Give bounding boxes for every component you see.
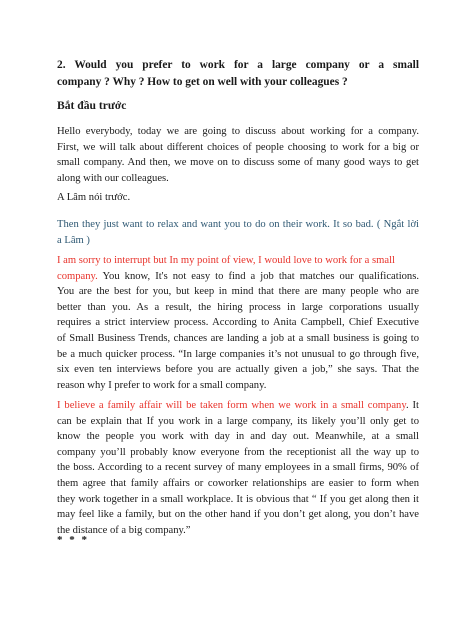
heading-line: 2. Would you prefer to work for a large company or a small (57, 59, 419, 71)
small-company-paragraph (57, 253, 419, 393)
interruption-line: a Lâm ) (57, 234, 90, 246)
paragraph-line: they work together in a small workplace. It is obvious that “ If you get along then it (57, 493, 419, 505)
intro-line: First, we will talk about different choices of people choosing to work for a big or (57, 141, 419, 153)
paragraph-line: of Small Business Trends, chances are landing a job at a small business is going to (57, 332, 419, 344)
paragraph-line: company you’ll probably know everyone from the receptionist all the way up to (57, 446, 419, 458)
intro-line: Hello everybody, today we are going to discuss about working for a company. (57, 126, 419, 137)
intro-paragraph (57, 124, 419, 186)
intro-line: small company. And then, we move on to discuss some of many good ways to get (57, 157, 419, 169)
section-subheading: Bắt đầu trước (57, 99, 127, 112)
line-text: You know, It's not easy to find a job that matches our qualifications. (97, 270, 419, 282)
paragraph-line: requires a strict interview process. According to Anita Campbell, Chief Executive (57, 317, 419, 329)
paragraph-line: You are the best for you, but keep in mind that there are many people who are (57, 286, 419, 298)
a-lam-note (57, 190, 419, 206)
paragraph-line: them agree that family affairs or coworker relationships are easier to form when (57, 477, 419, 489)
paragraph-line: may feel like a family, but on the other hand if you don’t get along, you don’t have (57, 509, 419, 521)
interruption-line: Then they just want to relax and want you to do on their work. It so bad. ( Ngắt lời (57, 219, 419, 230)
paragraph-line: can be explain that If you work in a large company, its likely you’ll only get to (57, 415, 419, 427)
paragraph-line: be a much quicker process. “In large companies it’s not unusual to go through five, (57, 348, 419, 360)
paragraph-line: better than you. As a result, the hiring process in large corporations usually (57, 301, 419, 313)
question-heading (57, 57, 419, 91)
intro-line: along with our colleagues. (57, 172, 169, 184)
line-text: . It (405, 400, 419, 411)
highlighted-text: I believe a family affair will be taken form when we work in a small company (57, 400, 406, 411)
section-separator: * * * (57, 534, 89, 546)
family-affair-paragraph (57, 398, 419, 538)
paragraph-line: reason why I prefer to work for a small company. (57, 379, 267, 391)
highlighted-text: company. (57, 270, 98, 282)
paragraph-line: the boss. According to a recent survey of many employees in a small firms, 90% of (57, 462, 419, 474)
heading-line: company ? Why ? How to get on well with your colleagues ? (57, 76, 348, 88)
paragraph-line: six even ten interviews before you are actually given a job,” she says. That the (57, 364, 419, 376)
mixed-line (57, 269, 419, 285)
note-line: A Lâm nói trước. (57, 192, 131, 203)
highlighted-line: I am sorry to interrupt but In my point of view, I would love to work for a small (57, 255, 395, 266)
paragraph-line: the distance of a big company.” (57, 524, 191, 536)
mixed-line (57, 398, 419, 414)
interruption-paragraph (57, 217, 419, 248)
paragraph-line: know the people you work with day in and day out. Meanwhile, at a small (57, 431, 419, 443)
